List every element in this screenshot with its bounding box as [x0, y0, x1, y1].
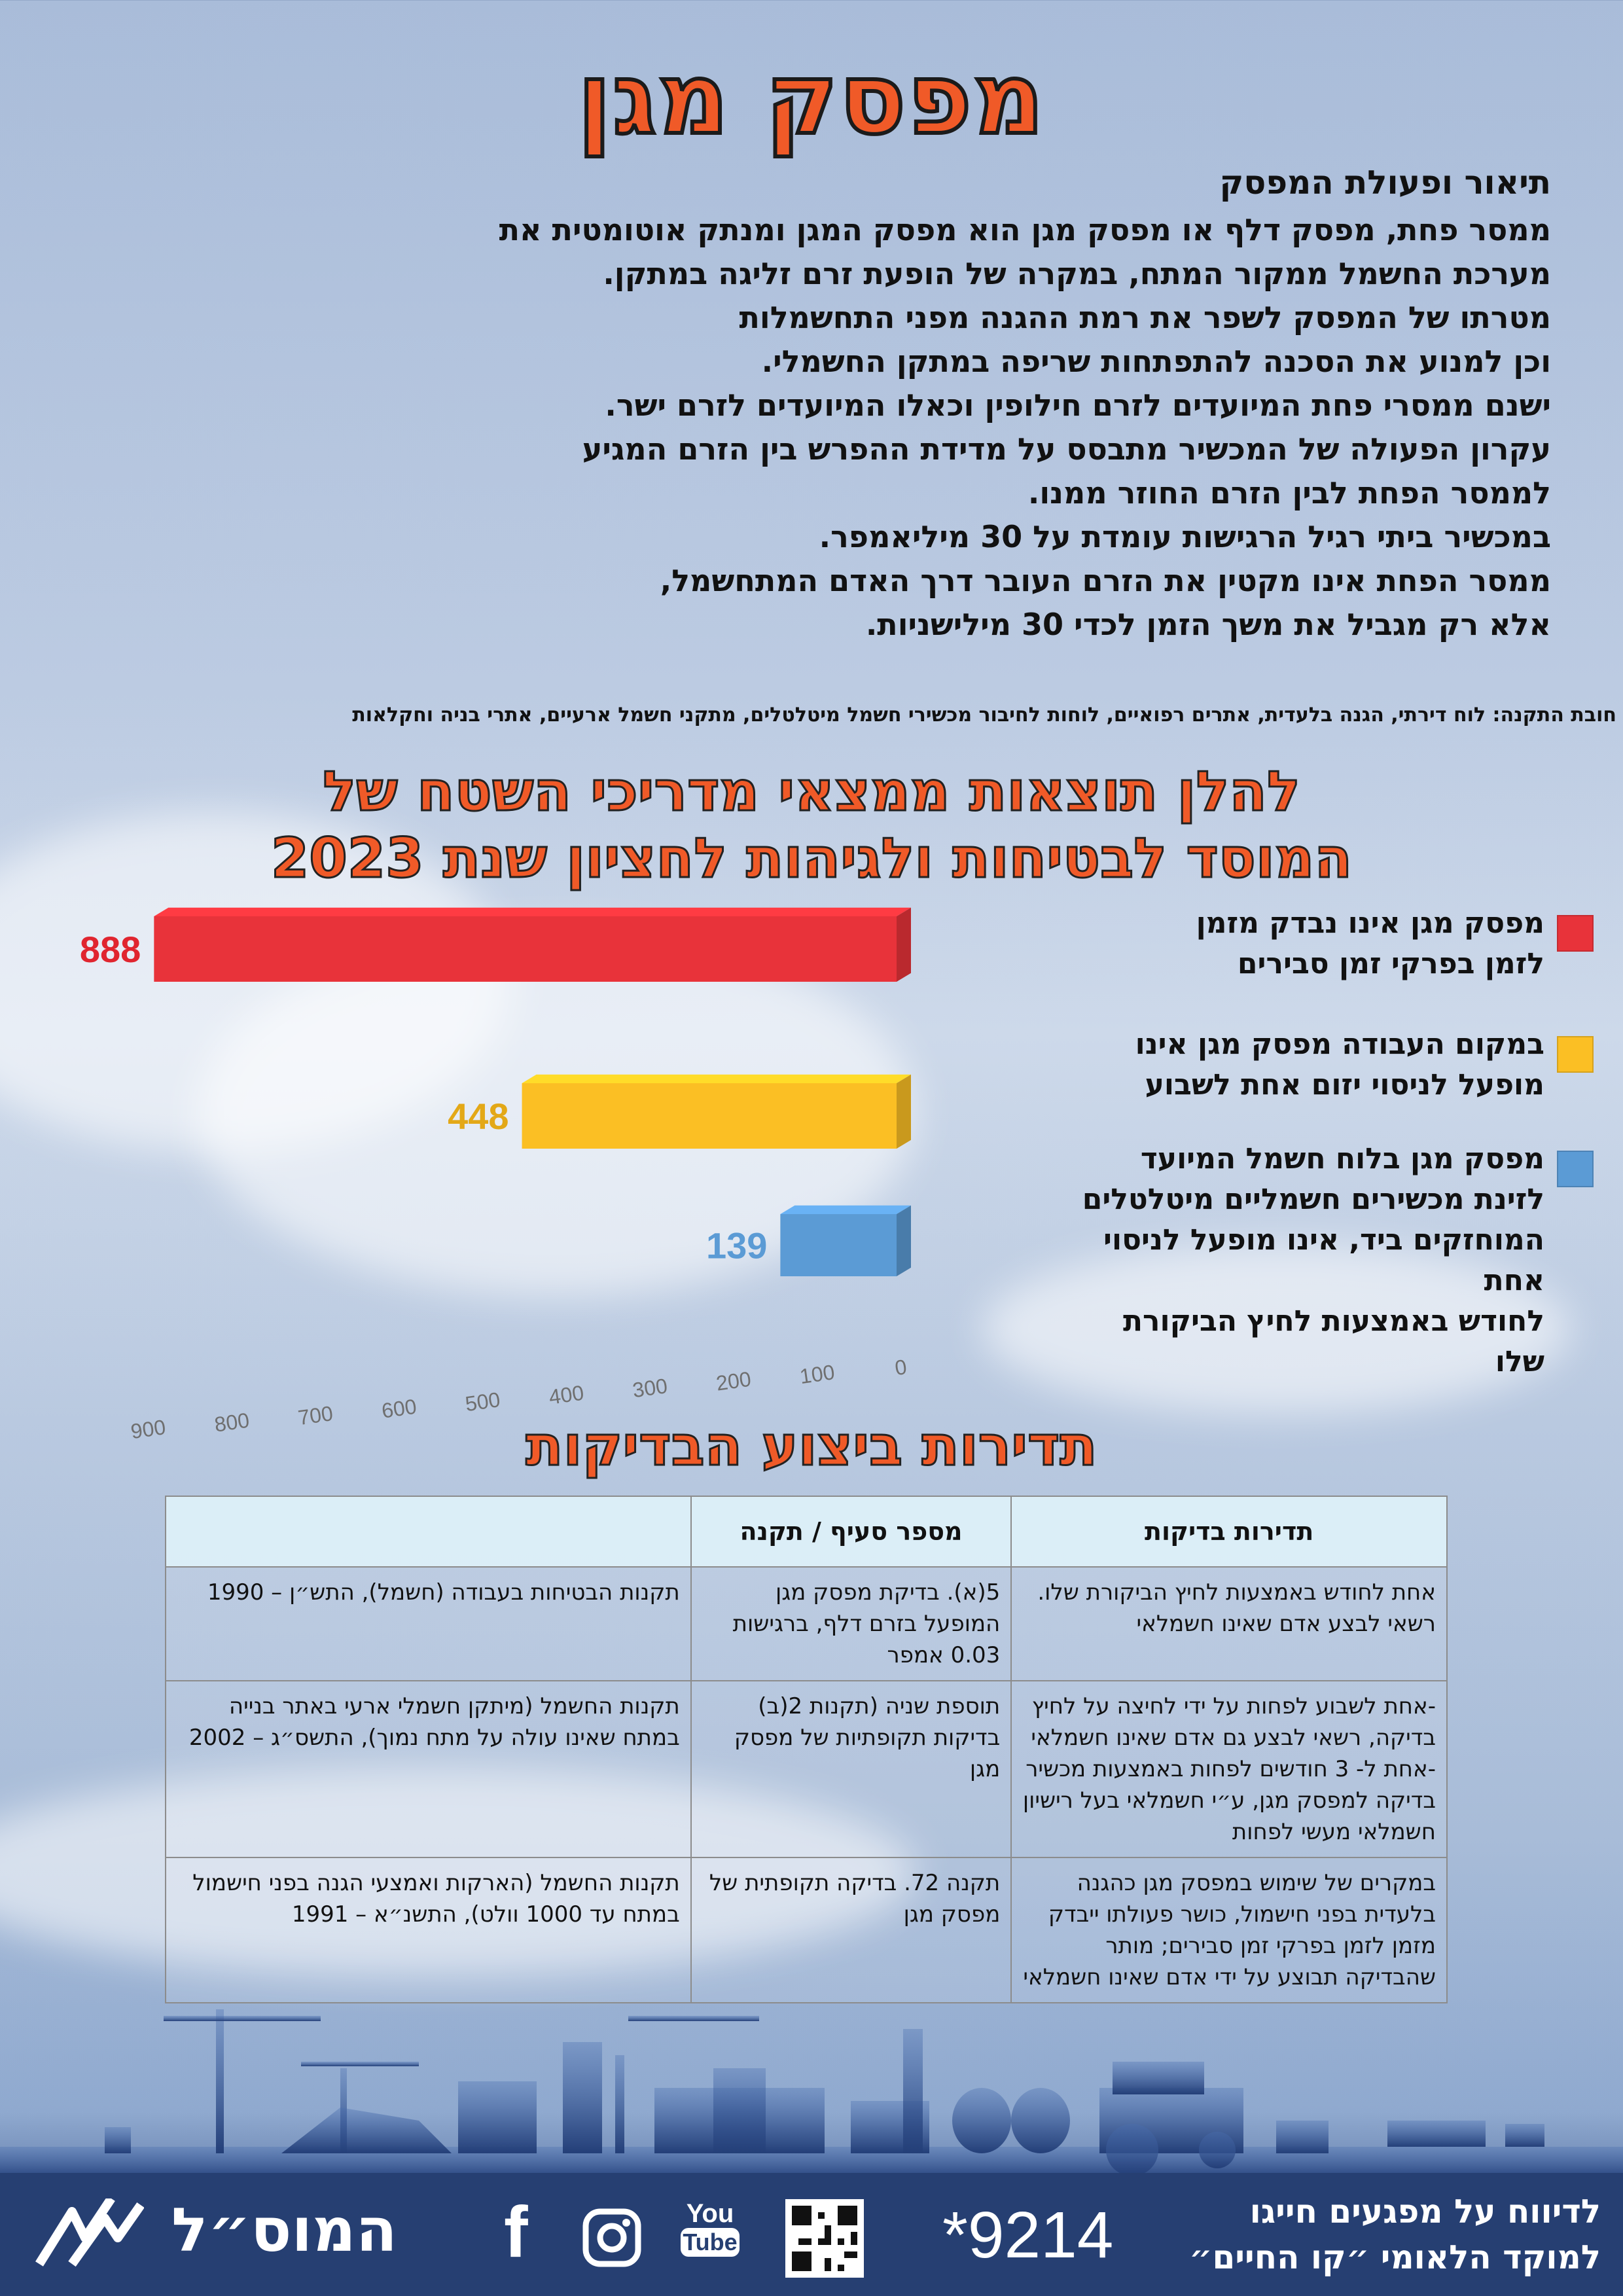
checks-frequency-table: [165, 1496, 1448, 2003]
legend-item: [1073, 903, 1544, 984]
chart-tick-label: 600: [380, 1394, 418, 1423]
intro-line: לממסר הפחת לבין הזרם החוזר ממנו.: [1027, 475, 1551, 511]
legend-item-label: לזינת מכשירים חשמליים מיטלטלים: [1082, 1183, 1544, 1216]
legend-item-label: המוחזקים ביד, אינו מופעל לניסוי אחת: [1103, 1223, 1544, 1297]
brand-name: המוס״ל: [171, 2195, 397, 2265]
chart-bar-top: [780, 1206, 911, 1214]
chart-tick-label: 500: [463, 1388, 502, 1416]
qr-code-icon[interactable]: [785, 2199, 864, 2278]
table-header-row: [166, 1496, 1447, 1567]
footer-report-line1: לדיווח על מפגעים חייגו: [1249, 2193, 1601, 2231]
intro-line: מערכת החשמל ממקור המתח, במקרה של הופעת זרם זליגה במתקן.: [603, 256, 1551, 291]
intro-section: [79, 164, 1551, 647]
table-title: תדירות ביצוע הבדיקות: [526, 1414, 1097, 1478]
chart-bar-top: [154, 908, 911, 916]
legend-swatch: [1557, 915, 1594, 952]
facebook-icon[interactable]: f: [504, 2192, 528, 2272]
chart-tick-label: 400: [547, 1380, 586, 1409]
instagram-icon[interactable]: [582, 2208, 641, 2267]
header-regulation-name: [166, 1496, 691, 1567]
chart-tick-label: 300: [631, 1374, 669, 1403]
table-row: [166, 1857, 1447, 2003]
brand-logo: [33, 2195, 397, 2270]
intro-line: ממסר הפחת אינו מקטין את הזרם העובר דרך האדם המתחשמל,: [660, 563, 1551, 598]
intro-line: וכן למנוע את הסכנה להתפתחות שריפה במתקן החשמלי.: [761, 344, 1551, 379]
intro-line: במכשיר ביתי רגיל הרגישות עומדת על 30 מיליאמפר.: [819, 519, 1551, 554]
chart-tick-label: 100: [798, 1360, 836, 1389]
table-cell: -אחת לשבוע לפחות על ידי לחיצה על לחיץ בדיקה, רשאי לבצע גם אדם שאינו חשמלאי -אחת ל- 3 חודשים לפחות באמצעות מכשיר בדיקה למפסק מגן, ע״י חשמלאי בעל רישיון חשמלאי מעשי לפחות: [1011, 1681, 1447, 1857]
chart-bar-side: [897, 908, 911, 982]
chart-bar: [780, 1214, 897, 1276]
chart-bar-top: [522, 1075, 911, 1083]
chart-data-label: 139: [705, 1225, 768, 1266]
intro-line: ישנם ממסרי פחת המיועדים לזרם חילופין וכאלו המיועדים לזרם ישר.: [605, 387, 1551, 423]
intro-line: מטרתו של המפסק לשפר את רמת ההגנה מפני התחשמלות: [739, 300, 1551, 335]
legend-swatch: [1557, 1036, 1594, 1073]
chart-tick-label: 700: [296, 1401, 334, 1430]
table-cell: תוספת שניה (תקנות 2(ב) בדיקות תקופתיות של מפסק מגן: [691, 1681, 1012, 1857]
industrial-skyline-illustration: [0, 1990, 1623, 2179]
youtube-icon[interactable]: [681, 2199, 740, 2257]
table-cell: 5(א). בדיקת מפסק מגן המופעל בזרם דלף, ברגישות 0.03 אמפר: [691, 1567, 1012, 1681]
chart-tick-label: 800: [213, 1408, 251, 1437]
chart-data-label: 448: [448, 1096, 509, 1137]
youtube-icon-bottom: Tube: [681, 2228, 740, 2257]
legend-item-label: במקום העבודה מפסק מגן אינו: [1135, 1028, 1544, 1061]
chart-bar-side: [897, 1206, 911, 1276]
table-cell: תקנות הבטיחות בעבודה (חשמל), התש״ן – 1990: [166, 1567, 691, 1681]
table-cell: אחת לחודש באמצעות לחיץ הביקורת שלו. רשאי לבצע אדם שאינו חשמלאי: [1011, 1567, 1447, 1681]
legend-item-label: מפסק מגן אינו נבדק מזמן: [1196, 906, 1544, 940]
table-cell: תקנות החשמל (הארקות ואמצעי הגנה בפני חישמול במתח עד 1000 וולט), התשנ״א – 1991: [166, 1857, 691, 2003]
legend-item-label: מופעל לניסוי יזום אחת לשבוע: [1145, 1068, 1544, 1102]
results-heading-line1: להלן תוצאות ממצאי מדריכי השטח של: [323, 759, 1300, 823]
table-row: [166, 1567, 1447, 1681]
chart-bar-side: [897, 1075, 911, 1149]
chart-data-label: 888: [79, 929, 141, 970]
chart-tick-label: 900: [129, 1415, 168, 1444]
intro-line: ממסר פחת, מפסק דלף או מפסק מגן הוא מפסק המגן ומנתק אוטומטית את: [499, 212, 1551, 247]
results-heading-line2: המוסד לבטיחות ולגיהות לחציון שנת 2023: [270, 826, 1353, 890]
table-cell: תקנה 72. בדיקה תקופתית של מפסק מגן: [691, 1857, 1012, 2003]
header-regulation-number: מספר סעיף / תקנה: [691, 1496, 1012, 1567]
footer-bar: [0, 2173, 1623, 2296]
header-check-frequency: תדירות בדיקות: [1011, 1496, 1447, 1567]
legend-item-label: לזמן בפרקי זמן סבירים: [1237, 947, 1544, 980]
table-cell: תקנות החשמל (מיתקן חשמלי ארעי באתר בנייה במתח שאינו עולה על מתח נמוך), התשס״ג – 2002: [166, 1681, 691, 1857]
legend-item: [1073, 1024, 1544, 1105]
table-row: [166, 1681, 1447, 1857]
chart-tick-label: 0: [893, 1355, 908, 1380]
intro-line: עקרון הפעולה של המכשיר מתבסס על מדידת ההפרש בין הזרם המגיע: [582, 431, 1551, 467]
table-cell: במקרים של שימוש במפסק מגן כהגנה בלעדית בפני חישמול, כושר פעולתו ייבדק מזמן לזמן בפרקי זמן סבירים; מותר שהבדיקה תבוצע על ידי אדם שאינו חשמלאי: [1011, 1857, 1447, 2003]
footer-report-line2: למוקד הלאומי ״קו החיים״: [1188, 2238, 1601, 2276]
page-title: מפסק מגן: [577, 43, 1046, 156]
chart-bar: [522, 1083, 897, 1149]
chart-bar: [154, 916, 897, 982]
youtube-icon-top: You: [686, 2199, 734, 2228]
intro-line: אלא רק מגביל את משך הזמן לכדי 30 מילישניות.: [865, 607, 1551, 642]
chart-tick-label: 200: [714, 1367, 753, 1395]
mandatory-installation-note: חובת התקנה: לוח דירתי, הגנה בלעדית, אתרים רפואיים, לוחות לחיבור מכשירי חשמל מיטלטלים, מתקני חשמל ארעיים, אתרי בניה וחקלאות: [352, 704, 1616, 726]
intro-heading: תיאור ופעולת המפסק: [1219, 164, 1551, 202]
legend-item-label: מפסק מגן בלוח חשמל המיועד: [1140, 1142, 1544, 1175]
legend-item-label: לחודש באמצעות לחיץ הביקורת שלו: [1123, 1304, 1544, 1378]
legend-item: [1073, 1139, 1544, 1382]
brand-logo-icon: [33, 2198, 144, 2270]
legend-swatch: [1557, 1151, 1594, 1187]
hotline-number[interactable]: *9214: [942, 2198, 1114, 2272]
